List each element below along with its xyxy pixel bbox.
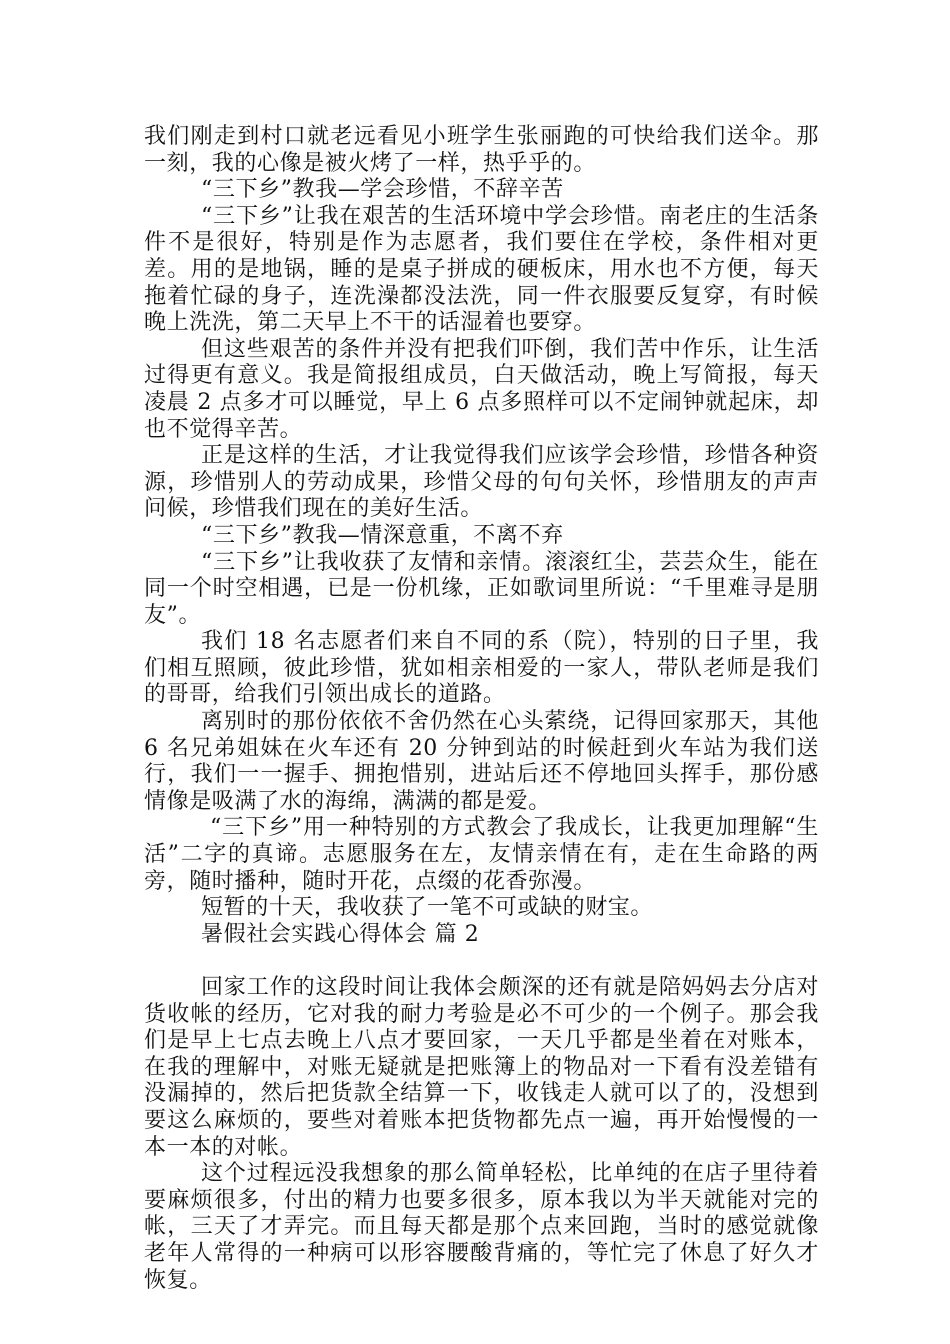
- paragraph: 短暂的十天，我收获了一笔不可或缺的财宝。: [201, 895, 654, 921]
- document-body: [144, 124, 819, 1294]
- paragraph: 我们刚走到村口就老远看见小班学生张丽跑的可快给我们送伞。那一刻，我的心像是被火烤了一样，热乎乎的。: [144, 124, 819, 176]
- section-heading: “三下乡”教我—学会珍惜，不辞辛苦: [201, 177, 564, 203]
- paragraph: “三下乡”用一种特别的方式教会了我成长，让我更加理解“生活”二字的真谛。志愿服务在左，友情亲情在有，走在生命路的两旁，随时播种，随时开花，点缀的花香弥漫。: [144, 815, 819, 894]
- paragraph: 我们 18 名志愿者们来自不同的系（院），特别的日子里，我们相互照顾，彼此珍惜，犹如相亲相爱的一家人，带队老师是我们的哥哥，给我们引领出成长的道路。: [144, 629, 819, 708]
- paragraph: 这个过程远没我想象的那么简单轻松，比单纯的在店子里待着要麻烦很多，付出的精力也要多很多，原本我以为半天就能对完的帐，三天了才弄完。而且每天都是那个点来回跑，当时的感觉就像老年人常得的一种病可以形容腰酸背痛的，等忙完了休息了好久才恢复。: [144, 1161, 819, 1293]
- paragraph: 但这些艰苦的条件并没有把我们吓倒，我们苦中作乐，让生活过得更有意义。我是简报组成员，白天做活动，晚上写简报，每天凌晨 2 点多才可以睡觉，早上 6 点多照样可以不定闹钟就起床，却也不觉得辛苦。: [144, 336, 819, 442]
- paragraph: 离别时的那份依依不舍仍然在心头萦绕，记得回家那天，其他 6 名兄弟姐妹在火车还有 20 分钟到站的时候赶到火车站为我们送行，我们一一握手、拥抱惜别，进站后还不停地回头挥手，那份感情像是吸满了水的海绵，满满的都是爱。: [144, 709, 819, 814]
- paragraph: “三下乡”让我收获了友情和亲情。滚滚红尘，芸芸众生，能在同一个时空相遇，已是一份机缘，正如歌词里所说：“千里难寻是朋友”。: [144, 549, 819, 628]
- paragraph: 回家工作的这段时间让我体会颇深的还有就是陪妈妈去分店对货收帐的经历，它对我的耐力考验是必不可少的一个例子。那会我们是早上七点去晚上八点才要回家，一天几乎都是坐着在对账本，在我的理解中，对账无疑就是把账簿上的物品对一下看有没差错有没漏掉的，然后把货款全结算一下，收钱走人就可以了的，没想到要这么麻烦的，要些对着账本把货物都先点一遍，再开始慢慢的一本一本的对帐。: [144, 975, 819, 1160]
- paragraph: 正是这样的生活，才让我觉得我们应该学会珍惜，珍惜各种资源，珍惜别人的劳动成果，珍惜父母的句句关怀，珍惜朋友的声声问候，珍惜我们现在的美好生活。: [144, 443, 819, 522]
- paragraph: “三下乡”让我在艰苦的生活环境中学会珍惜。南老庄的生活条件不是很好，特别是作为志愿者，我们要住在学校，条件相对更差。用的是地锅，睡的是桌子拼成的硬板床，用水也不方便，每天拖着忙碌的身子，连洗澡都没法洗，同一件衣服要反复穿，有时候晚上洗洗，第二天早上不干的话湿着也要穿。: [144, 203, 819, 336]
- article-title: 暑假社会实践心得体会 篇 2: [201, 921, 480, 947]
- blank-line: [144, 948, 819, 975]
- section-heading: “三下乡”教我—情深意重，不离不弃: [201, 522, 564, 548]
